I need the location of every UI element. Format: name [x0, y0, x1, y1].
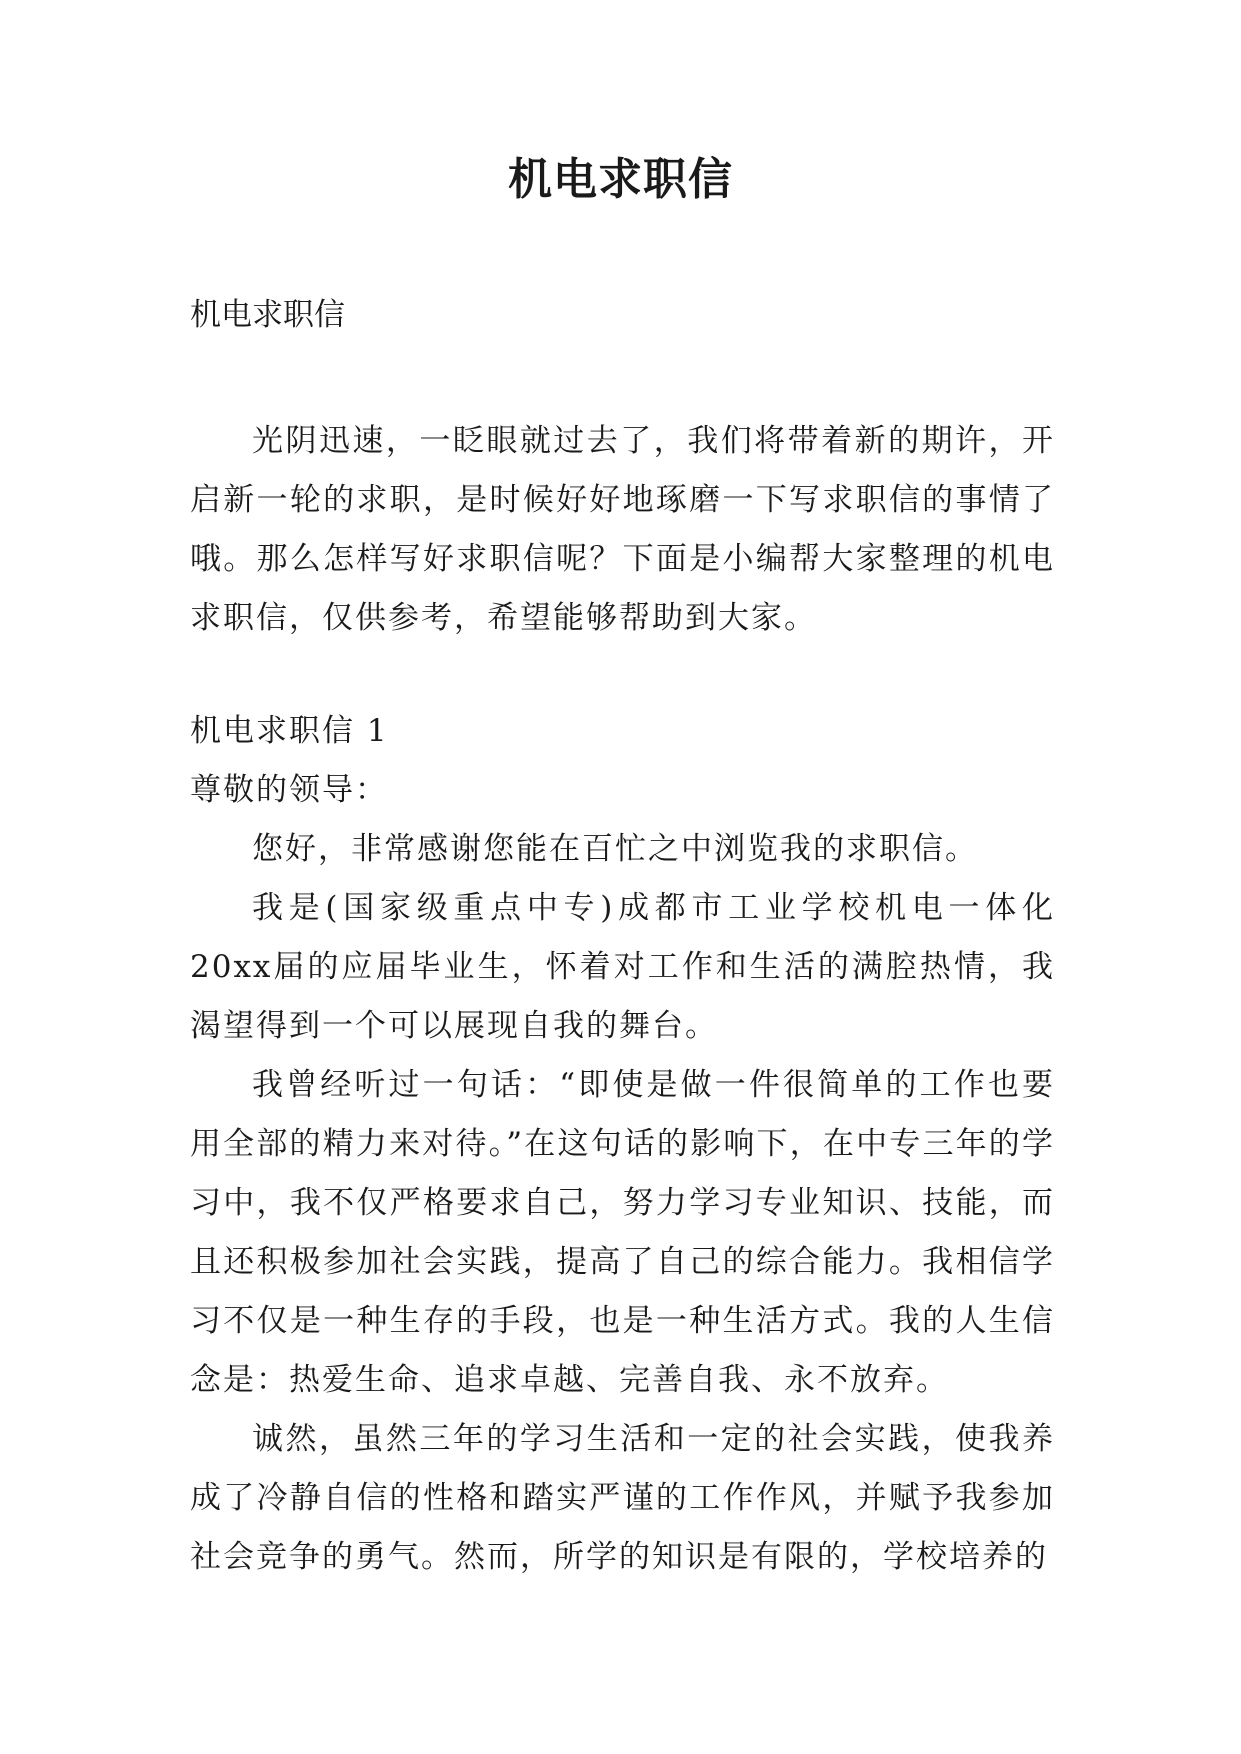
- body-paragraph: 我是(国家级重点中专)成都市工业学校机电一体化20xx届的应届毕业生，怀着对工作和生活的满腔热情，我渴望得到一个可以展现自我的舞台。: [190, 890, 1055, 1044]
- intro-block: [190, 412, 1055, 648]
- salutation: 尊敬的领导：: [190, 772, 388, 808]
- document-subtitle: 机电求职信: [190, 297, 345, 333]
- letter-body: [190, 702, 1055, 1587]
- intro-paragraph: 光阴迅速，一眨眼就过去了，我们将带着新的期许，开启新一轮的求职，是时候好好地琢磨一下写求职信的事情了哦。那么怎样写好求职信呢？下面是小编帮大家整理的机电求职信，仅供参考，希望能够帮助到大家。: [190, 423, 1055, 636]
- section-heading: 机电求职信 1: [190, 713, 389, 749]
- body-paragraph: 诚然，虽然三年的学习生活和一定的社会实践，使我养成了冷静自信的性格和踏实严谨的工作作风，并赋予我参加社会竞争的勇气。然而，所学的知识是有限的，学校培养的: [190, 1421, 1055, 1575]
- body-paragraph: 您好，非常感谢您能在百忙之中浏览我的求职信。: [252, 831, 978, 867]
- body-paragraph: 我曾经听过一句话：“即使是做一件很简单的工作也要用全部的精力来对待。”在这句话的影响下，在中专三年的学习中，我不仅严格要求自己，努力学习专业知识、技能，而且还积极参加社会实践，提高了自己的综合能力。我相信学习不仅是一种生存的手段，也是一种生活方式。我的人生信念是：热爱生命、追求卓越、完善自我、永不放弃。: [190, 1067, 1055, 1398]
- page-title: 机电求职信: [508, 154, 733, 205]
